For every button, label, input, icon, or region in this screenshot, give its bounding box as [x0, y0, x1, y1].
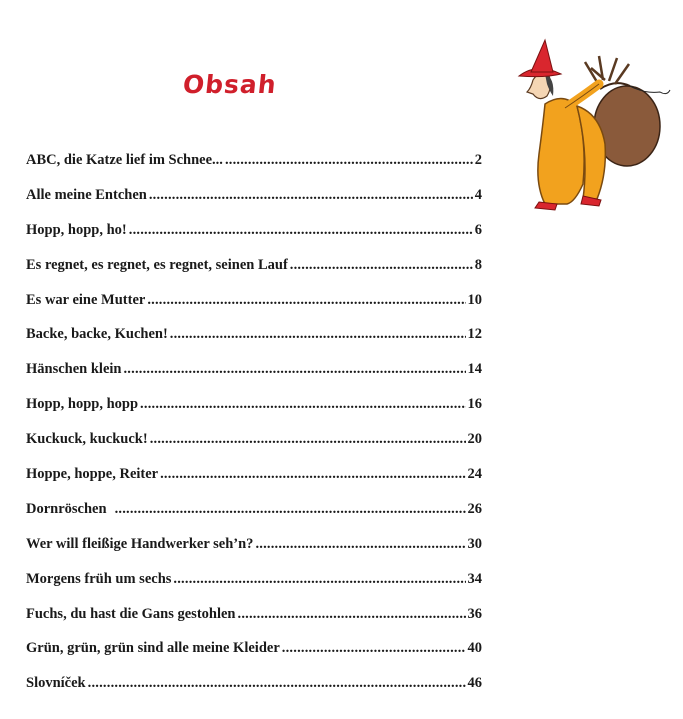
toc-entry-title: Hänschen klein [26, 361, 122, 378]
toc-entry[interactable] [26, 675, 482, 710]
toc-entry-page: 20 [467, 431, 482, 448]
toc-entry[interactable] [26, 361, 482, 396]
toc-entry-page: 14 [467, 361, 482, 378]
table-of-contents [26, 152, 482, 710]
toc-entry-title: Grün, grün, grün sind alle meine Kleider [26, 640, 280, 657]
arm-outline [565, 84, 599, 108]
toc-entry[interactable] [26, 431, 482, 466]
dot-leader [160, 466, 465, 483]
toc-entry[interactable] [26, 396, 482, 431]
toc-entry-title: Kuckuck, kuckuck! [26, 431, 148, 448]
dot-leader [115, 501, 466, 518]
toc-entry-page: 16 [467, 396, 482, 413]
toc-entry[interactable] [26, 187, 482, 222]
toc-entry-title: ABC, die Katze lief im Schnee... [26, 152, 223, 168]
toc-entry-title: Wer will fleißige Handwerker seh’n? [26, 535, 254, 552]
toc-entry-page: 6 [474, 221, 482, 238]
toc-entry-title: Alle meine Entchen [26, 186, 147, 203]
dot-leader [88, 675, 466, 692]
toc-entry-title: Hopp, hopp, ho! [26, 221, 127, 238]
toc-entry[interactable] [26, 326, 482, 361]
dot-leader [129, 222, 473, 239]
dot-leader [290, 257, 473, 274]
toc-entry[interactable] [26, 466, 482, 501]
toc-entry-page: 34 [467, 570, 482, 587]
toc-entry[interactable] [26, 222, 482, 257]
toc-entry-title: Fuchs, du hast die Gans gestohlen [26, 605, 236, 622]
toc-entry[interactable] [26, 292, 482, 327]
toc-entry-title: Es regnet, es regnet, es regnet, seinen Lauf [26, 256, 288, 273]
dot-leader [255, 536, 465, 553]
toc-entry-title: Hopp, hopp, hopp [26, 396, 139, 413]
dot-leader [140, 396, 465, 413]
dot-leader [123, 361, 465, 378]
toc-entry-page: 24 [467, 466, 482, 483]
toc-entry[interactable] [26, 501, 482, 536]
dot-leader [170, 326, 466, 343]
shoe-left [535, 202, 557, 210]
toc-entry[interactable] [26, 571, 482, 606]
dot-leader [149, 187, 473, 204]
toc-entry-page: 30 [467, 535, 482, 552]
robe [538, 98, 584, 204]
toc-entry[interactable] [26, 536, 482, 571]
dot-leader [238, 606, 466, 623]
toc-entry-title: Hoppe, hoppe, Reiter [26, 466, 159, 483]
dot-leader [282, 640, 466, 657]
toc-entry-title: Slovníček [26, 675, 86, 692]
toc-entry-page: 8 [474, 256, 482, 273]
toc-entry-page: 12 [467, 326, 482, 343]
toc-entry-title: Dornröschen [26, 500, 107, 517]
toc-entry-title: Morgens früh um sechs [26, 570, 172, 587]
witch-with-sack-illustration [505, 34, 675, 214]
toc-entry[interactable] [26, 640, 482, 675]
hat-cone [531, 40, 553, 72]
dot-leader [150, 431, 466, 448]
toc-entry-page: 40 [467, 640, 482, 657]
toc-entry-page: 2 [474, 152, 482, 168]
toc-entry-page: 36 [467, 605, 482, 622]
sticks [585, 56, 629, 84]
dot-leader [147, 292, 465, 309]
toc-entry-page: 46 [467, 675, 482, 692]
dot-leader [173, 571, 465, 588]
toc-entry-title: Es war eine Mutter [26, 291, 146, 308]
toc-entry[interactable] [26, 606, 482, 641]
toc-entry-page: 4 [474, 186, 482, 203]
toc-entry-title: Backe, backe, Kuchen! [26, 326, 168, 343]
toc-entry[interactable] [26, 257, 482, 292]
dot-leader [225, 152, 473, 169]
toc-entry[interactable] [26, 152, 482, 187]
toc-entry-page: 10 [467, 291, 482, 308]
toc-entry-page: 26 [467, 500, 482, 517]
page-title: Obsah [181, 70, 279, 99]
